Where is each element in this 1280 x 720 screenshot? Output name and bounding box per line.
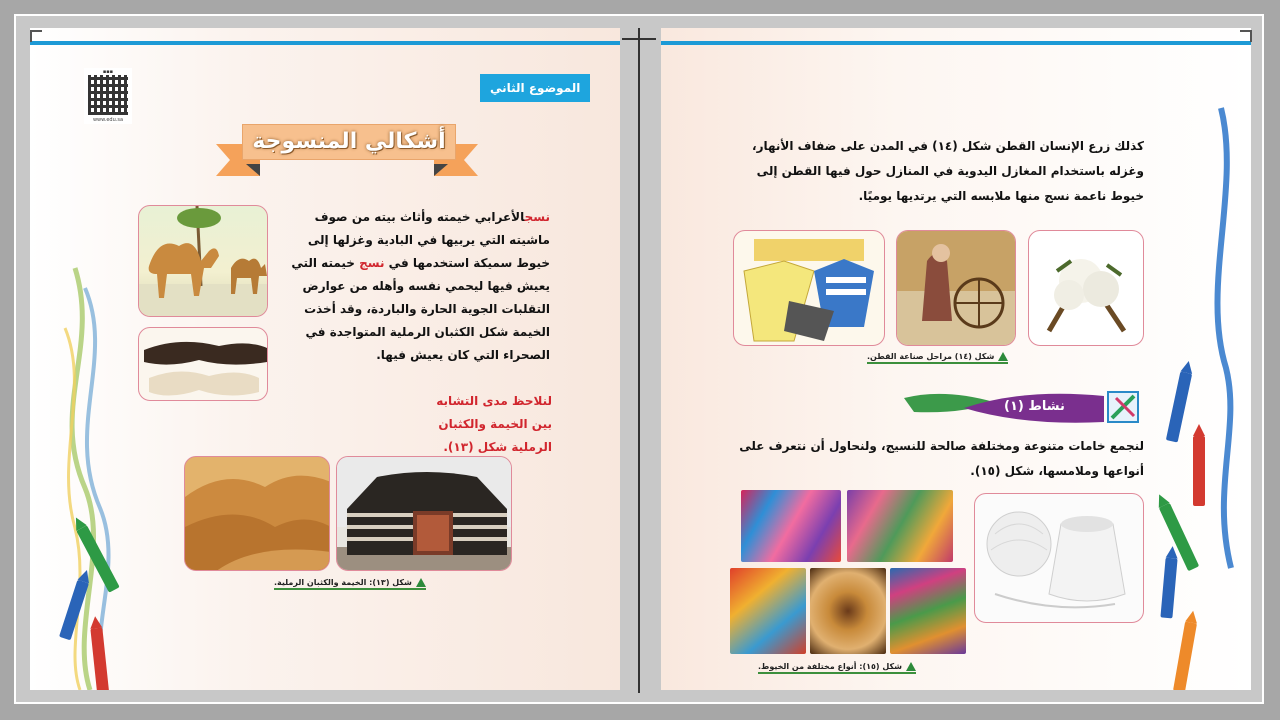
figure-14-caption-text: شكل (١٤) مراحل صناعة القطن. [867,352,995,361]
yarn-photo-1 [741,490,841,562]
paragraph-text-2: خيمته التي يعيش فيها ليحمي نفسه وأهله من عوارض التقلبات الجوية الحارة والباردة، وقد أخذت الخيمة شكل الكثبان الرملية المتواجدة في الصحراء التي كان يعيش فيها. [291,256,550,362]
spinning-wheel-photo [896,230,1016,346]
figure-13-caption-text: شكل (١٣): الخيمة والكثبان الرملية. [274,578,412,587]
caption-triangle-icon [906,662,916,671]
crop-mark [30,30,42,42]
page-title: أشكالي المنسوجة [242,124,456,160]
activity-label: نشاط (١) [1004,399,1065,414]
right-header-rule [661,41,1251,45]
crop-mark [1240,30,1252,42]
white-thread-photo [974,493,1144,623]
yarn-photo-2 [847,490,953,562]
highlight-word: نسج [359,256,385,270]
camel-photo [138,205,268,317]
red-crayon-icon [1193,436,1205,506]
wool-fiber-photo [138,327,268,401]
left-paragraph [278,206,550,367]
highlight-word: نسج [524,210,550,224]
activity-text: لنجمع خامات متنوعة ومختلفة صالحة للنسيج، ولنحاول أن نتعرف على أنواعها وملامسها، شكل (١٥). [739,439,1144,478]
yarn-photo-5 [890,568,966,654]
caption-triangle-icon [998,352,1008,361]
qr-caption: www.edu.sa [92,117,124,123]
paragraph-text-1: الأعرابي خيمته وأثاث بيته من صوف ماشيته التي يربيها في البادية وغزلها إلى خيوط سميكة استخدمها في [307,210,550,270]
note-paragraph: لنلاحظ مدى التشابه بين الخيمة والكثبان الرملية شكل (١٣). [436,394,552,454]
book-spine [638,28,640,693]
figure-14-caption [867,352,1008,364]
topic-badge: الموضوع الثاني [480,74,590,102]
sand-dunes-photo [184,456,330,571]
yarn-photo-4 [810,568,886,654]
qr-pattern-icon [88,75,128,115]
figure-15-caption [758,662,916,674]
left-header-rule [30,41,620,45]
cotton-boll-photo [1028,230,1144,346]
right-paragraph: كذلك زرع الإنسان القطن شكل (١٤) في المدن على ضفاف الأنهار، وغزله باستخدام المغازل اليدوية في المنازل حول فيها القطن إلى خيوط ناعمة نسج منها ملابسه التي يرتديها يوميًا. [752,139,1144,203]
spine-crop-mark [622,38,656,40]
yarn-photo-3 [730,568,806,654]
tent-photo [336,456,512,571]
figure-13-caption [274,578,426,590]
caption-triangle-icon [416,578,426,587]
cotton-clothes-photo [733,230,885,346]
qr-code: ▪▪▪ www.edu.sa [84,68,132,124]
figure-15-caption-text: شكل (١٥): أنواع مختلفة من الخيوط. [758,662,902,671]
